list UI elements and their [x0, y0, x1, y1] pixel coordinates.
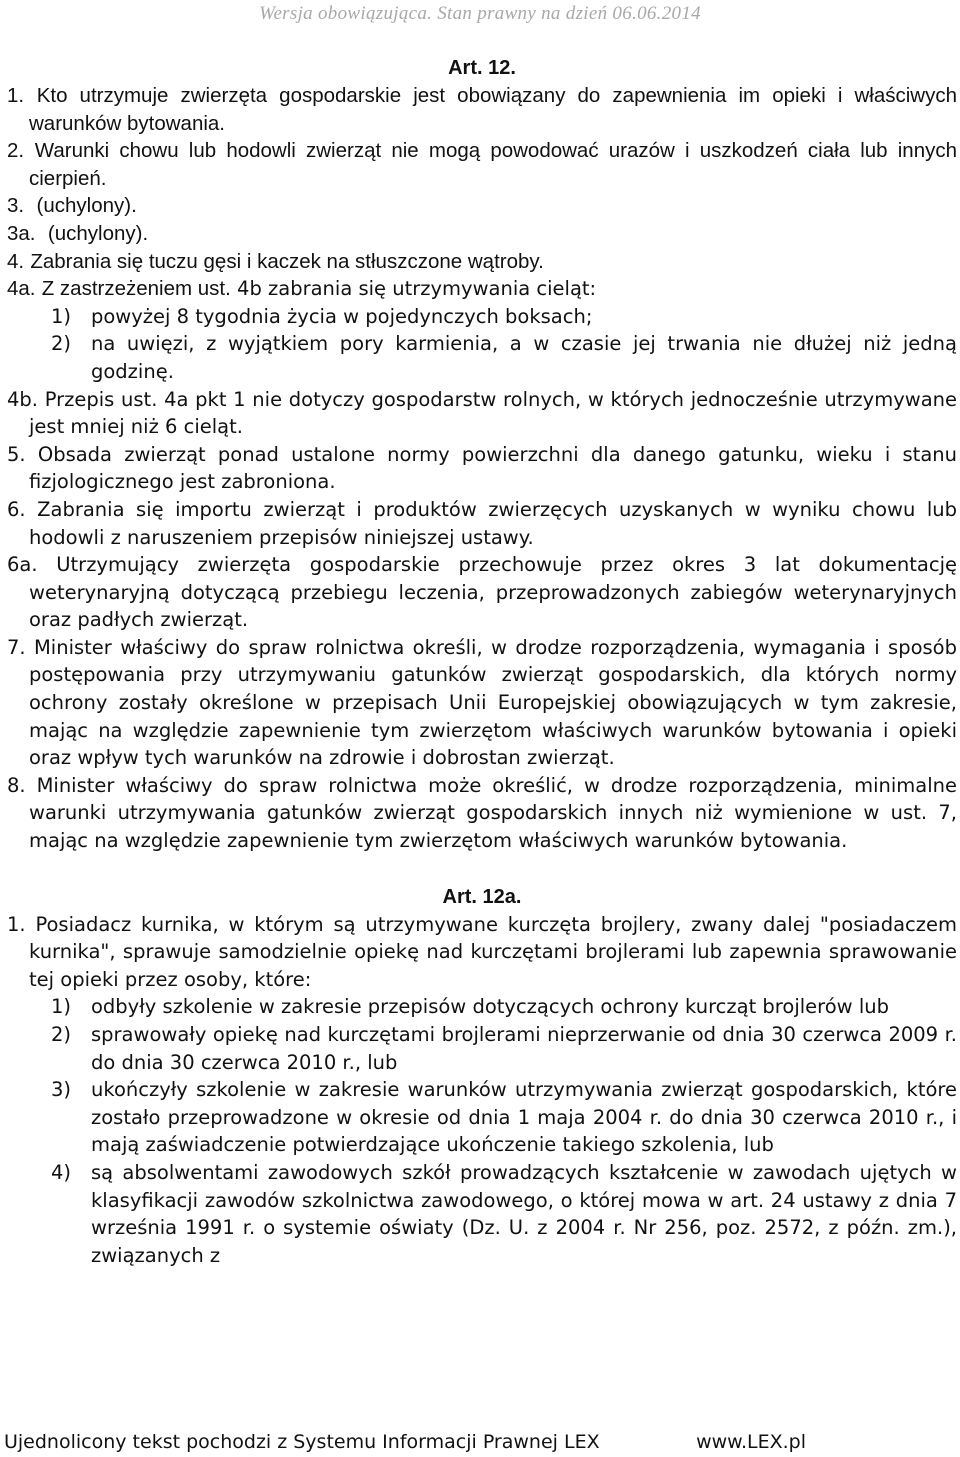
page-header: Wersja obowiązująca. Stan prawny na dzień 06.06.2014	[259, 3, 701, 24]
list-item	[7, 993, 957, 1021]
item-label: 3)	[51, 1078, 72, 1102]
item-text: na uwięzi, z wyjątkiem pory karmienia, a w czasie jej trwania nie dłużej niż jedną godzinę.	[91, 332, 957, 383]
para-number: 4a.	[7, 277, 36, 301]
art12-para-4	[7, 248, 957, 276]
list-item	[7, 303, 957, 331]
para-number: 1.	[7, 84, 25, 107]
item-label: 1)	[51, 304, 72, 328]
para-number: 5.	[7, 442, 26, 466]
list-item	[7, 330, 957, 385]
art12-para-4a-list	[7, 303, 957, 386]
item-text: ukończyły szkolenie w zakresie warunków utrzymywania zwierząt gospodarskich, które zostało przeprowadzone w okresie od dnia 1 maja 2004 r. do dnia 30 czerwca 2010 r., i mają zaświadczenie potwierdzające ukończenie takiego szkolenia, lub	[91, 1078, 957, 1157]
item-label: 4)	[51, 1160, 72, 1184]
art12-para-3a	[7, 220, 957, 248]
para-text: Minister właściwy do spraw rolnictwa może określić, w drodze rozporządzenia, minimalne warunki utrzymywania gatunków zwierząt gospodarskich innych niż wymienione w ust. 7, mając na względzie zapewnienie tym zwierzętom właściwych warunków bytowania.	[29, 773, 957, 853]
art12a-para-1	[7, 911, 957, 994]
para-text: Z zastrzeżeniem ust.	[41, 277, 231, 301]
para-text: 4b zabrania się utrzymywania cieląt:	[237, 277, 597, 301]
item-text: sprawowały opiekę nad kurczętami brojlerami nieprzerwanie od dnia 30 czerwca 2009 r. do dnia 30 czerwca 2010 r., lub	[91, 1023, 957, 1074]
list-item	[7, 1076, 957, 1159]
para-text: Zabrania się importu zwierząt i produktów zwierzęcych uzyskanych w wyniku chowu lub hodowli z naruszeniem przepisów niniejszej ustawy.	[29, 497, 958, 549]
art12a-para-1-list	[7, 993, 957, 1269]
article-12a-title: Art. 12a.	[442, 885, 522, 908]
para-number: 4b.	[7, 387, 38, 411]
para-number: 8.	[7, 773, 26, 797]
list-item	[7, 1021, 957, 1076]
para-text: (uchylony).	[47, 221, 149, 245]
art12-para-5	[7, 441, 957, 496]
art12-para-3	[7, 192, 957, 220]
list-item	[7, 1159, 957, 1269]
item-label: 2)	[51, 1023, 72, 1046]
para-text: Obsada zwierząt ponad ustalone normy powierzchni dla danego gatunku, wieku i stanu fizjologicznego jest zabroniona.	[29, 442, 957, 494]
para-text: Posiadacz kurnika, w którym są utrzymywane kurczęta brojlery, zwany dalej "posiadaczem kurnika", sprawuje samodzielnie opiekę nad kurczętami brojlerami lub zapewnia sprawowanie tej opieki przez osoby, które:	[29, 912, 958, 991]
para-text: Utrzymujący zwierzęta gospodarskie przechowuje przez okres 3 lat dokumentację weterynaryjną dotyczącą przebiegu leczenia, przeprowadzonych zabiegów weterynaryjnych oraz padłych zwierząt.	[29, 553, 957, 632]
para-number: 1.	[7, 912, 26, 936]
art12-para-6	[7, 496, 957, 551]
para-text: Minister właściwy do spraw rolnictwa określi, w drodze rozporządzenia, wymagania i sposób postępowania przy utrzymywaniu gatunków zwierząt gospodarskich, dla których normy ochrony zostały określone w przepisach Unii Europejskiej obowiązujących w tym zakresie, mając na względzie zapewnienie tym zwierzętom właściwych warunków bytowania i opieki oraz wpływ tych warunków na zdrowie i dobrostan zwierząt.	[29, 635, 957, 770]
para-number: 2.	[7, 139, 25, 163]
art12-para-6a	[7, 551, 957, 634]
para-number: 6a.	[7, 553, 38, 577]
item-text: powyżej 8 tygodnia życia w pojedynczych boksach;	[91, 304, 593, 328]
art12-para-4a	[7, 275, 957, 303]
art12-para-4b	[7, 386, 957, 441]
footer-source-text: Ujednolicony tekst pochodzi z Systemu Informacji Prawnej LEX	[4, 1431, 600, 1453]
art12-para-1	[7, 82, 957, 137]
para-number: 3.	[7, 194, 25, 218]
para-number: 6.	[7, 497, 26, 521]
para-number: 7.	[7, 635, 26, 659]
document-body	[7, 54, 957, 1269]
item-label: 2)	[51, 332, 72, 356]
para-text: Warunki chowu lub hodowli zwierząt nie mogą powodować urazów i uszkodzeń ciała lub innych cierpień.	[29, 139, 957, 190]
art12-para-8	[7, 772, 957, 855]
art12-para-7	[7, 634, 957, 772]
para-number: 3a.	[7, 221, 36, 245]
item-text: są absolwentami zawodowych szkół prowadzących kształcenie w zawodach ujętych w klasyfikacji zawodów szkolnictwa zawodowego, o której mowa w art. 24 ustawy z dnia 7 września 1991 r. o systemie oświaty (Dz. U. z 2004 r. Nr 256, poz. 2572, z późn. zm.), związanych z	[91, 1160, 957, 1267]
para-text: (uchylony).	[36, 194, 137, 218]
para-text: Przepis ust. 4a pkt 1 nie dotyczy gospodarstw rolnych, w których jednocześnie utrzymywane jest mniej niż 6 cieląt.	[29, 387, 957, 439]
para-number: 4.	[7, 249, 25, 273]
item-text: odbyły szkolenie w zakresie przepisów dotyczących ochrony kurcząt brojlerów lub	[91, 995, 889, 1019]
para-text: Zabrania się tuczu gęsi i kaczek na stłuszczone wątroby.	[30, 249, 544, 273]
art12-para-2	[7, 137, 957, 192]
footer-link[interactable]: www.LEX.pl	[696, 1431, 806, 1453]
item-label: 1)	[51, 995, 72, 1019]
article-12-title: Art. 12.	[448, 57, 516, 79]
para-text: Kto utrzymuje zwierzęta gospodarskie jest obowiązany do zapewnienia im opieki i właściwych warunków bytowania.	[29, 84, 957, 135]
